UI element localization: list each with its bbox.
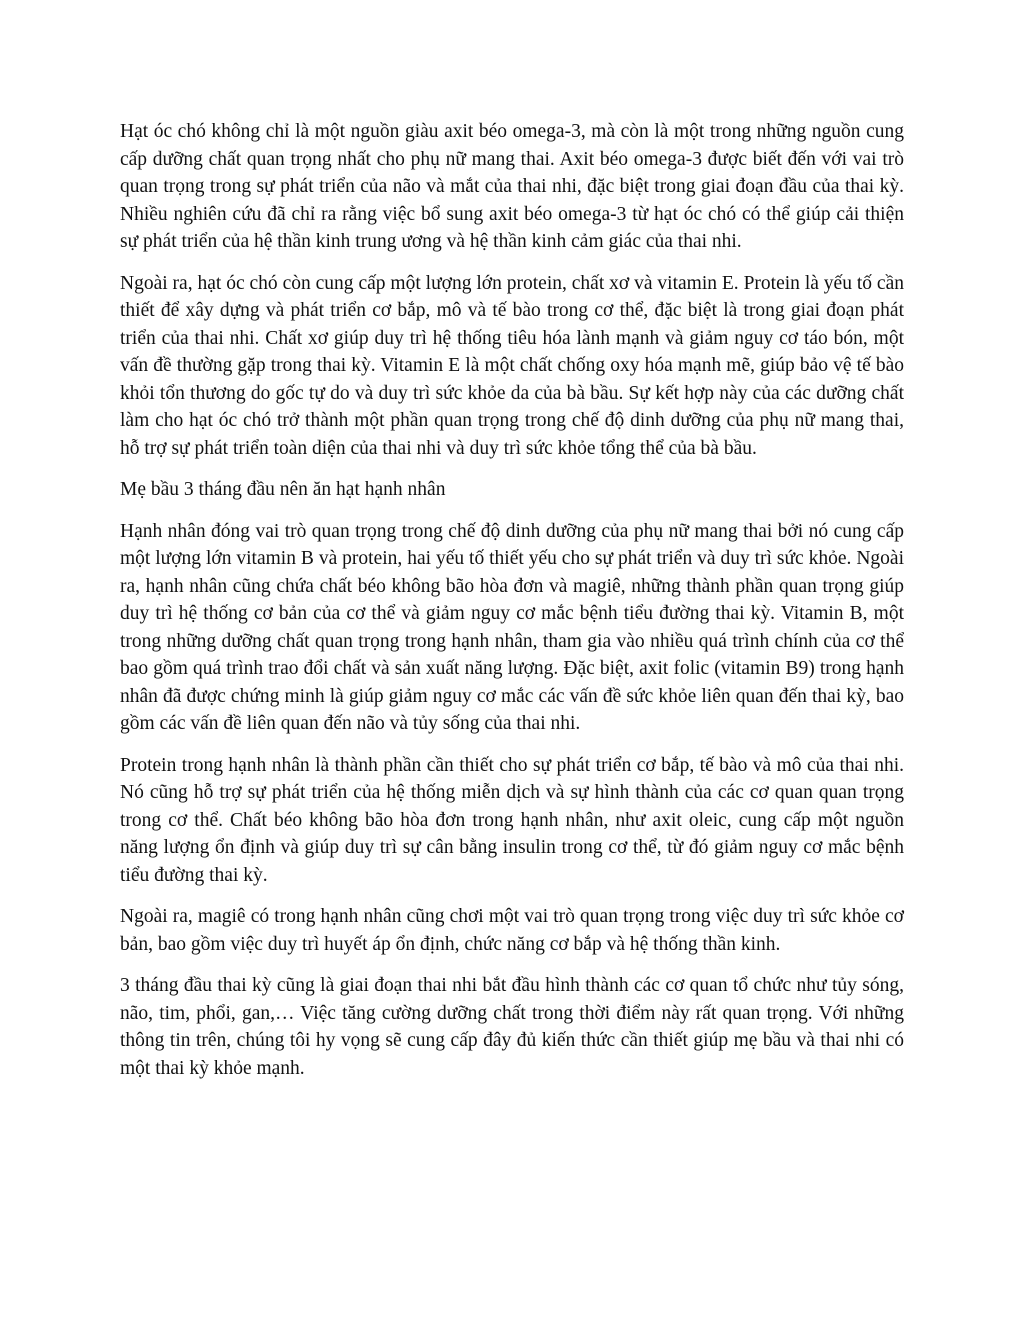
document-page [120, 118, 904, 1096]
paragraph-walnut-nutrients: Ngoài ra, hạt óc chó còn cung cấp một lượng lớn protein, chất xơ và vitamin E. Protein là yếu tố cần thiết để xây dựng và phát triển cơ bắp, mô và tế bào trong cơ thể, đặc biệt là trong giai đoạn phát triển của thai nhi. Chất xơ giúp duy trì hệ thống tiêu hóa lành mạnh và giảm nguy cơ táo bón, một vấn đề thường gặp trong thai kỳ. Vitamin E là một chất chống oxy hóa mạnh mẽ, giúp bảo vệ tế bào khỏi tổn thương do gốc tự do và duy trì sức khỏe da của bà bầu. Sự kết hợp này của các dưỡng chất làm cho hạt óc chó trở thành một phần quan trọng trong chế độ dinh dưỡng của phụ nữ mang thai, hỗ trợ sự phát triển toàn diện của thai nhi và duy trì sức khỏe tổng thể của bà bầu. [120, 272, 904, 459]
paragraph-almond-protein: Protein trong hạnh nhân là thành phần cần thiết cho sự phát triển cơ bắp, tế bào và mô của thai nhi. Nó cũng hỗ trợ sự phát triển của hệ thống miễn dịch và sự hình thành của các cơ quan quan trọng trong cơ thể. Chất béo không bão hòa đơn trong hạnh nhân, như axit oleic, cung cấp một nguồn năng lượng ổn định và giúp duy trì sự cân bằng insulin trong cơ thể, từ đó giảm nguy cơ mắc bệnh tiểu đường thai kỳ. [120, 754, 904, 886]
paragraph-almond-vitamin-b: Hạnh nhân đóng vai trò quan trọng trong chế độ dinh dưỡng của phụ nữ mang thai bởi nó cung cấp một lượng lớn vitamin B và protein, hai yếu tố thiết yếu cho sự phát triển và duy trì sức khỏe. Ngoài ra, hạnh nhân cũng chứa chất béo không bão hòa đơn và magiê, những thành phần quan trọng giúp duy trì hệ thống cơ bản của cơ thể và giảm nguy cơ mắc bệnh tiểu đường thai kỳ. Vitamin B, một trong những dưỡng chất quan trọng trong hạnh nhân, tham gia vào nhiều quá trình chính của cơ thể bao gồm quá trình trao đổi chất và sản xuất năng lượng. Đặc biệt, axit folic (vitamin B9) trong hạnh nhân đã được chứng minh là giúp giảm nguy cơ mắc các vấn đề sức khỏe liên quan đến thai kỳ, bao gồm các vấn đề liên quan đến não và tủy sống của thai nhi. [120, 520, 904, 734]
section-heading-almond: Mẹ bầu 3 tháng đầu nên ăn hạt hạnh nhân [120, 479, 446, 500]
paragraph-almond-magnesium: Ngoài ra, magiê có trong hạnh nhân cũng chơi một vai trò quan trọng trong việc duy trì sức khỏe cơ bản, bao gồm việc duy trì huyết áp ổn định, chức năng cơ bắp và hệ thống thần kinh. [120, 906, 904, 955]
paragraph-conclusion: 3 tháng đầu thai kỳ cũng là giai đoạn thai nhi bắt đầu hình thành các cơ quan tổ chức như tủy sóng, não, tim, phổi, gan,… Việc tăng cường dưỡng chất trong thời điểm này rất quan trọng. Với những thông tin trên, chúng tôi hy vọng sẽ cung cấp đây đủ kiến thức cần thiết giúp mẹ bầu và thai nhi có một thai kỳ khỏe mạnh. [120, 975, 904, 1079]
paragraph-walnut-omega3: Hạt óc chó không chỉ là một nguồn giàu axit béo omega-3, mà còn là một trong những nguồn cung cấp dưỡng chất quan trọng nhất cho phụ nữ mang thai. Axit béo omega-3 được biết đến với vai trò quan trọng trong sự phát triển của não và mắt của thai nhi, đặc biệt trong giai đoạn đầu của thai kỳ. Nhiều nghiên cứu đã chỉ ra rằng việc bổ sung axit béo omega-3 từ hạt óc chó có thể giúp cải thiện sự phát triển của hệ thần kinh trung ương và hệ thần kinh cảm giác của thai nhi. [120, 121, 904, 252]
